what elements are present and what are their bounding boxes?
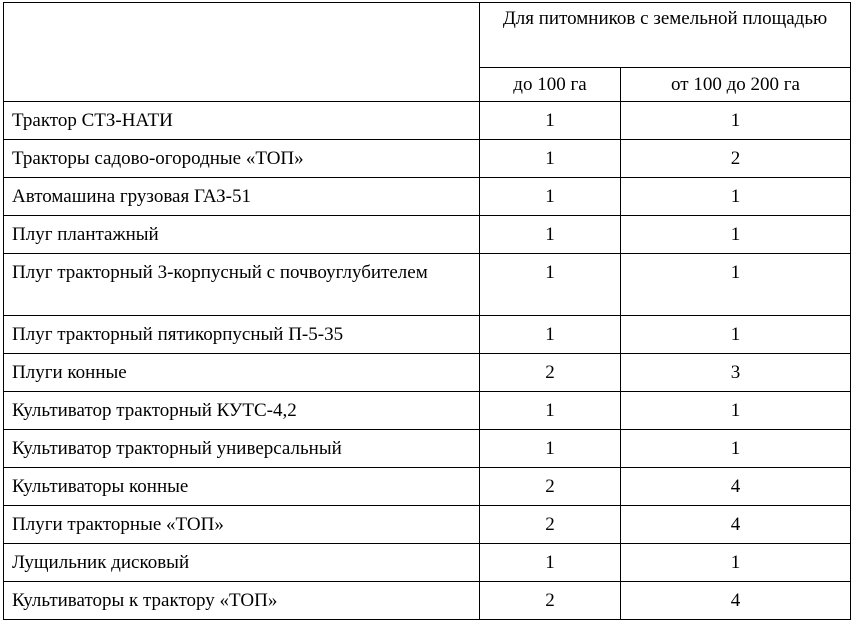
count-100-to-200: 1 [621, 544, 851, 582]
count-up-to-100: 2 [480, 582, 621, 620]
count-up-to-100: 1 [480, 216, 621, 254]
table-row [4, 582, 851, 620]
equipment-name: Плуги конные [4, 354, 480, 392]
count-100-to-200: 1 [621, 392, 851, 430]
equipment-name: Тракторы садово-огородные «ТОП» [4, 140, 480, 178]
count-up-to-100: 1 [480, 254, 621, 316]
table-row [4, 354, 851, 392]
equipment-name: Лущильник дисковый [4, 544, 480, 582]
count-100-to-200: 1 [621, 178, 851, 216]
header-group-label: Для питомников с земельной площадью [480, 3, 851, 68]
count-up-to-100: 1 [480, 392, 621, 430]
table-row [4, 102, 851, 140]
equipment-name: Плуги тракторные «ТОП» [4, 506, 480, 544]
equipment-name: Плуг тракторный 3-корпусный с почвоуглубителем [4, 254, 480, 316]
count-100-to-200: 2 [621, 140, 851, 178]
count-100-to-200: 1 [621, 216, 851, 254]
equipment-name: Культиватор тракторный универсальный [4, 430, 480, 468]
equipment-name: Культиваторы к трактору «ТОП» [4, 582, 480, 620]
count-up-to-100: 2 [480, 468, 621, 506]
table-row [4, 506, 851, 544]
table-row [4, 254, 851, 316]
equipment-name: Культиватор тракторный КУТС-4,2 [4, 392, 480, 430]
count-100-to-200: 1 [621, 316, 851, 354]
count-up-to-100: 1 [480, 140, 621, 178]
equipment-name: Автомашина грузовая ГАЗ-51 [4, 178, 480, 216]
equipment-table [3, 2, 851, 620]
count-100-to-200: 4 [621, 582, 851, 620]
equipment-name: Плуг плантажный [4, 216, 480, 254]
table-row [4, 392, 851, 430]
count-100-to-200: 1 [621, 102, 851, 140]
equipment-name: Трактор СТЗ-НАТИ [4, 102, 480, 140]
count-up-to-100: 1 [480, 178, 621, 216]
count-up-to-100: 1 [480, 544, 621, 582]
table-row [4, 140, 851, 178]
table-row [4, 316, 851, 354]
header-corner-cell [4, 3, 480, 102]
count-100-to-200: 1 [621, 430, 851, 468]
count-up-to-100: 2 [480, 354, 621, 392]
equipment-name: Культиваторы конные [4, 468, 480, 506]
table-row [4, 430, 851, 468]
count-100-to-200: 1 [621, 254, 851, 316]
table-row [4, 544, 851, 582]
count-up-to-100: 1 [480, 102, 621, 140]
count-up-to-100: 2 [480, 506, 621, 544]
table-row [4, 216, 851, 254]
table-row [4, 468, 851, 506]
count-100-to-200: 4 [621, 468, 851, 506]
header-col-up-to-100: до 100 га [480, 68, 621, 102]
count-100-to-200: 4 [621, 506, 851, 544]
table-row [4, 178, 851, 216]
count-100-to-200: 3 [621, 354, 851, 392]
equipment-name: Плуг тракторный пятикорпусный П-5-35 [4, 316, 480, 354]
count-up-to-100: 1 [480, 316, 621, 354]
header-row-group [4, 3, 851, 68]
count-up-to-100: 1 [480, 430, 621, 468]
header-col-100-to-200: от 100 до 200 га [621, 68, 851, 102]
